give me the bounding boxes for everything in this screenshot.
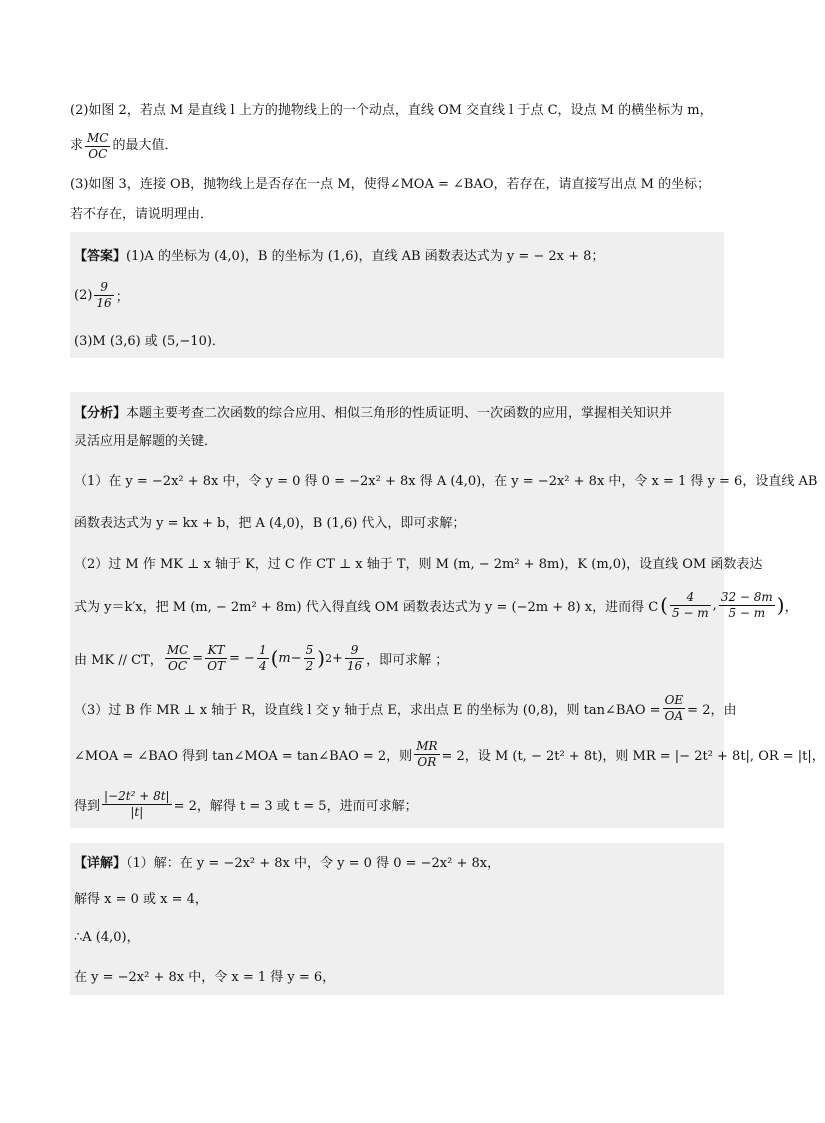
- mc-oc-fraction: [85, 131, 110, 162]
- question-part3-line1: (3)如图 3，连接 OB，抛物线上是否存在一点 M，使得∠MOA = ∠BAO，若存在，请直接写出点 M 的坐标；: [70, 177, 711, 192]
- analysis-p3-line2: [74, 736, 825, 772]
- analysis-p2-line2-text: 式为 y＝k′x，把 M (m, − 2m² + 8m) 代入得直线 OM 函数表达式为 y = (−2m + 8) x，进而得 C: [74, 599, 659, 615]
- analysis-p3-line2-end: = 2，设 M (t, − 2t² + 8t)，则 MR = |− 2t² + 8t|, OR = |t|，: [441, 748, 825, 764]
- analysis-p3-line1-end: = 2，由: [687, 702, 737, 718]
- analysis-intro2: 灵活应用是解题的关键．: [74, 434, 218, 449]
- answer-line1: [74, 245, 722, 264]
- answer-fraction: [94, 280, 113, 311]
- detail-line1: [74, 852, 722, 871]
- analysis-p2-line1: （2）过 M 作 MK ⊥ x 轴于 K，过 C 作 CT ⊥ x 轴于 T，则 M (m, − 2m² + 8m)，K (m,0)，设直线 OM 函数表达: [74, 557, 763, 572]
- c-x-fraction: $\frac{4}{5 - m}$: [671, 589, 709, 620]
- detail-line1-text: （1）解：在 y = −2x² + 8x 中，令 y = 0 得 0 = −2x² + 8x，: [126, 856, 501, 871]
- question-part2-line2: [70, 128, 730, 164]
- detail-line3: ∴A (4,0)，: [74, 930, 140, 945]
- fraction-denominator: 16: [96, 296, 112, 310]
- c-y-fraction: $\frac{32 - 8m}{5 - m}$: [720, 589, 773, 620]
- analysis-intro1: [74, 402, 722, 421]
- five-halves-fraction: $\frac{5}{2}$: [305, 642, 314, 673]
- detail-label: 【详解】: [74, 856, 127, 871]
- answer-line1-text: (1)A 的坐标为 (4,0)，B 的坐标为 (1,6)，直线 AB 函数表达式为 y = − 2x + 8；: [126, 249, 605, 264]
- analysis-p2-line2: 式为 y＝k′x，把 M (m, − 2m² + 8m) 代入得直线 OM 函数表达式为 y = (−2m + 8) x，进而得 C ( $\frac{4}{5 - m}$ , $\frac{32 - 8m}{5 - m}$ ) ，: [74, 589, 798, 620]
- one-quarter-fraction: $\frac{1}{4}$: [258, 642, 267, 673]
- detail-line4: 在 y = −2x² + 8x 中，令 x = 1 得 y = 6，: [74, 970, 336, 985]
- analysis-p1-line1: （1）在 y = −2x² + 8x 中，令 y = 0 得 0 = −2x² + 8x 得 A (4,0)，在 y = −2x² + 8x 中，令 x = 1 得 y = 6，设直线 AB: [74, 474, 818, 489]
- answer-label: 【答案】: [74, 249, 127, 264]
- fraction-numerator: 9: [94, 280, 113, 296]
- analysis-p3-line3-end: = 2，解得 t = 3 或 t = 5，进而可求解；: [173, 798, 418, 814]
- kt-ot-fraction: $\frac{KT}{OT}$: [207, 642, 226, 673]
- analysis-p2-line3: 由 MK // CT， $\frac{MC}{OC}$ = $\frac{KT}{OT}$ = − $\frac{1}{4}$ ( m − $\frac{5}{2}$ ) 2 + $\frac{9}{16}$ ，即可求解 ；: [74, 642, 449, 673]
- analysis-p1-line2: 函数表达式为 y = kx + b，把 A (4,0)，B (1,6) 代入，即可求解；: [74, 516, 466, 531]
- nine-sixteenths-fraction: $\frac{9}{16}$: [346, 642, 363, 673]
- fraction-numerator: MC: [87, 130, 109, 145]
- abs-ratio-fraction: $\frac{\text{|−2t² + 8t|}}{|t|}$: [104, 788, 170, 819]
- analysis-p3-line1: [74, 690, 737, 726]
- answer-line2: [74, 280, 722, 311]
- answer-line2-prefix: (2): [74, 288, 93, 303]
- question-part2-suffix: 的最大值．: [112, 138, 178, 153]
- question-part3-line2: 若不存在，请说明理由．: [70, 207, 214, 222]
- analysis-label: 【分析】: [74, 406, 127, 421]
- analysis-p2-line3-text: 由 MK // CT，: [74, 652, 163, 668]
- analysis-intro1-text: 本题主要考查二次函数的综合应用、相似三角形的性质证明、一次函数的应用，掌握相关知识并: [126, 406, 673, 421]
- detail-line2: 解得 x = 0 或 x = 4，: [74, 892, 208, 907]
- analysis-p2-line3-end: ，即可求解 ；: [366, 652, 449, 668]
- mc-oc-fraction: $\frac{MC}{OC}$: [166, 642, 189, 673]
- mr-or-fraction: $\frac{MR}{OR}$: [416, 738, 438, 769]
- oe-oa-fraction: $\frac{OE}{OA}$: [664, 692, 684, 723]
- analysis-p3-line3: [74, 784, 722, 824]
- analysis-p3-line1-text: （3）过 B 作 MR ⊥ x 轴于 R，设直线 l 交 y 轴于点 E，求出点 E 的坐标为 (0,8)，则 tan∠BAO =: [74, 702, 661, 718]
- fraction-denominator: OC: [88, 146, 108, 161]
- analysis-p3-line3-text: 得到: [74, 798, 101, 814]
- answer-line2-suffix: ；: [115, 290, 129, 305]
- analysis-p3-line2-text: ∠MOA = ∠BAO 得到 tan∠MOA = tan∠BAO = 2，则: [74, 748, 413, 764]
- question-part2-prefix: 求: [70, 138, 84, 153]
- question-part2-line1: (2)如图 2，若点 M 是直线 l 上方的抛物线上的一个动点，直线 OM 交直线 l 于点 C，设点 M 的横坐标为 m，: [70, 103, 713, 118]
- answer-line3: (3)M (3,6) 或 (5,−10)．: [74, 334, 225, 349]
